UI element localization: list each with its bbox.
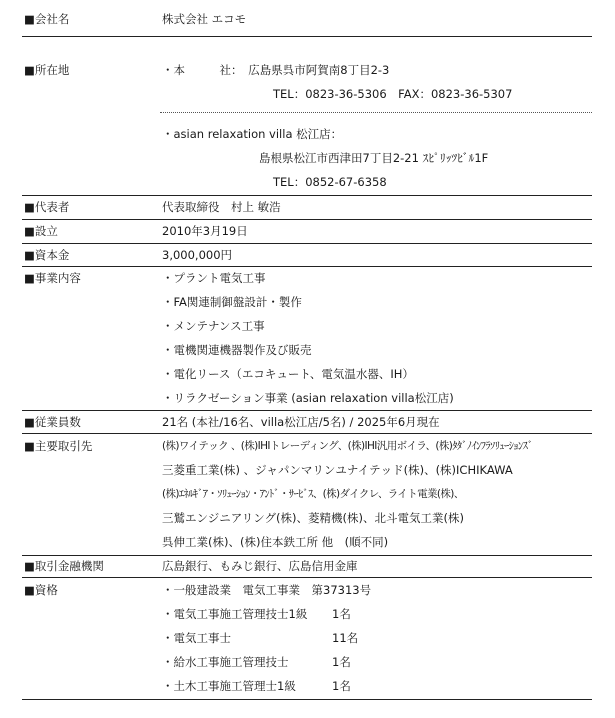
divider [22, 555, 592, 556]
divider [22, 577, 592, 578]
qualification-name: ・電気工事士 [162, 631, 231, 645]
established-value: 2010年3月19日 [162, 224, 248, 238]
dotted-divider [160, 112, 592, 113]
capital-value: 3,000,000円 [162, 248, 233, 262]
employees-value: 21名 (本社/16名、villa松江店/5名) / 2025年6月現在 [162, 415, 440, 429]
divider [22, 699, 592, 700]
qualification-name: ・給水工事施工管理技士 [162, 655, 289, 669]
employees-label: ■従業員数 [24, 415, 81, 429]
branch-tel: TEL：0852-67-6358 [273, 175, 387, 189]
divider [22, 36, 592, 37]
business-item: ・リラクゼーション事業 (asian relaxation villa松江店) [162, 391, 454, 405]
branch-address: 島根県松江市西津田7丁目2-21 ｽﾋﾟﾘｯﾂﾋﾞﾙ1F [259, 151, 489, 165]
divider [22, 195, 592, 196]
business-item: ・電化リース（エコキュート、電気温水器、IH） [162, 367, 414, 381]
head-office-address: ・本 社： 広島県呉市阿賀南8丁目2-3 [162, 63, 390, 77]
client-line: (株)ワイテック 、(株)IHIトレーディング、(株)IHI汎用ボイラ、(株)ﾀﾀﾞﾉｲﾝﾌﾗｿﾘｭｰｼｮﾝｽﾞ [162, 440, 533, 452]
client-line: 呉伸工業(株)、(株)住本鉄工所 他 (順不同) [162, 535, 389, 549]
head-office-contact: TEL：0823-36-5306 FAX：0823-36-5307 [273, 87, 513, 101]
qualification-count: 1名 [332, 655, 351, 669]
company-label: ■会社名 [24, 12, 70, 26]
clients-label: ■主要取引先 [24, 439, 93, 453]
business-item: ・電機関連機器製作及び販売 [162, 343, 312, 357]
business-item: ・FA関連制御盤設計・製作 [162, 295, 302, 309]
client-line: 三菱重工業(株) 、ジャパンマリンユナイテッド(株)、(株)ICHIKAWA [162, 463, 513, 477]
license-line: ・一般建設業 電気工事業 第37313号 [162, 583, 372, 597]
divider [22, 219, 592, 220]
banks-label: ■取引金融機関 [24, 559, 104, 573]
qualification-count: 1名 [332, 607, 351, 621]
location-label: ■所在地 [24, 63, 70, 77]
capital-label: ■資本金 [24, 248, 70, 262]
qualifications-label: ■資格 [24, 583, 58, 597]
divider [22, 433, 592, 434]
representative-value: 代表取締役 村上 敏浩 [162, 200, 281, 214]
branch-name: ・asian relaxation villa 松江店： [162, 127, 343, 141]
business-item: ・メンテナンス工事 [162, 319, 265, 333]
representative-label: ■代表者 [24, 200, 70, 214]
business-item: ・プラント電気工事 [162, 271, 266, 285]
qualification-count: 11名 [332, 631, 359, 645]
qualification-name: ・土木工事施工管理士1級 [162, 679, 296, 693]
client-line: 三鷲エンジニアリング(株)、菱精機(株)、北斗電気工業(株) [162, 511, 464, 525]
qualification-name: ・電気工事施工管理技士1級 [162, 607, 308, 621]
client-line: (株)ｴﾈﾙｷﾞｱ・ｿﾘｭｰｼｮﾝ・ｱﾝﾄﾞ・ｻｰﾋﾞｽ、(株)ダイクレ、ライト電業(株)、 [162, 488, 464, 500]
divider [22, 266, 592, 267]
divider [22, 410, 592, 411]
established-label: ■設立 [24, 224, 58, 238]
company-value: 株式会社 エコモ [162, 12, 247, 26]
business-label: ■事業内容 [24, 271, 81, 285]
qualification-count: 1名 [332, 679, 351, 693]
banks-value: 広島銀行、もみじ銀行、広島信用金庫 [162, 559, 358, 573]
divider [22, 243, 592, 244]
